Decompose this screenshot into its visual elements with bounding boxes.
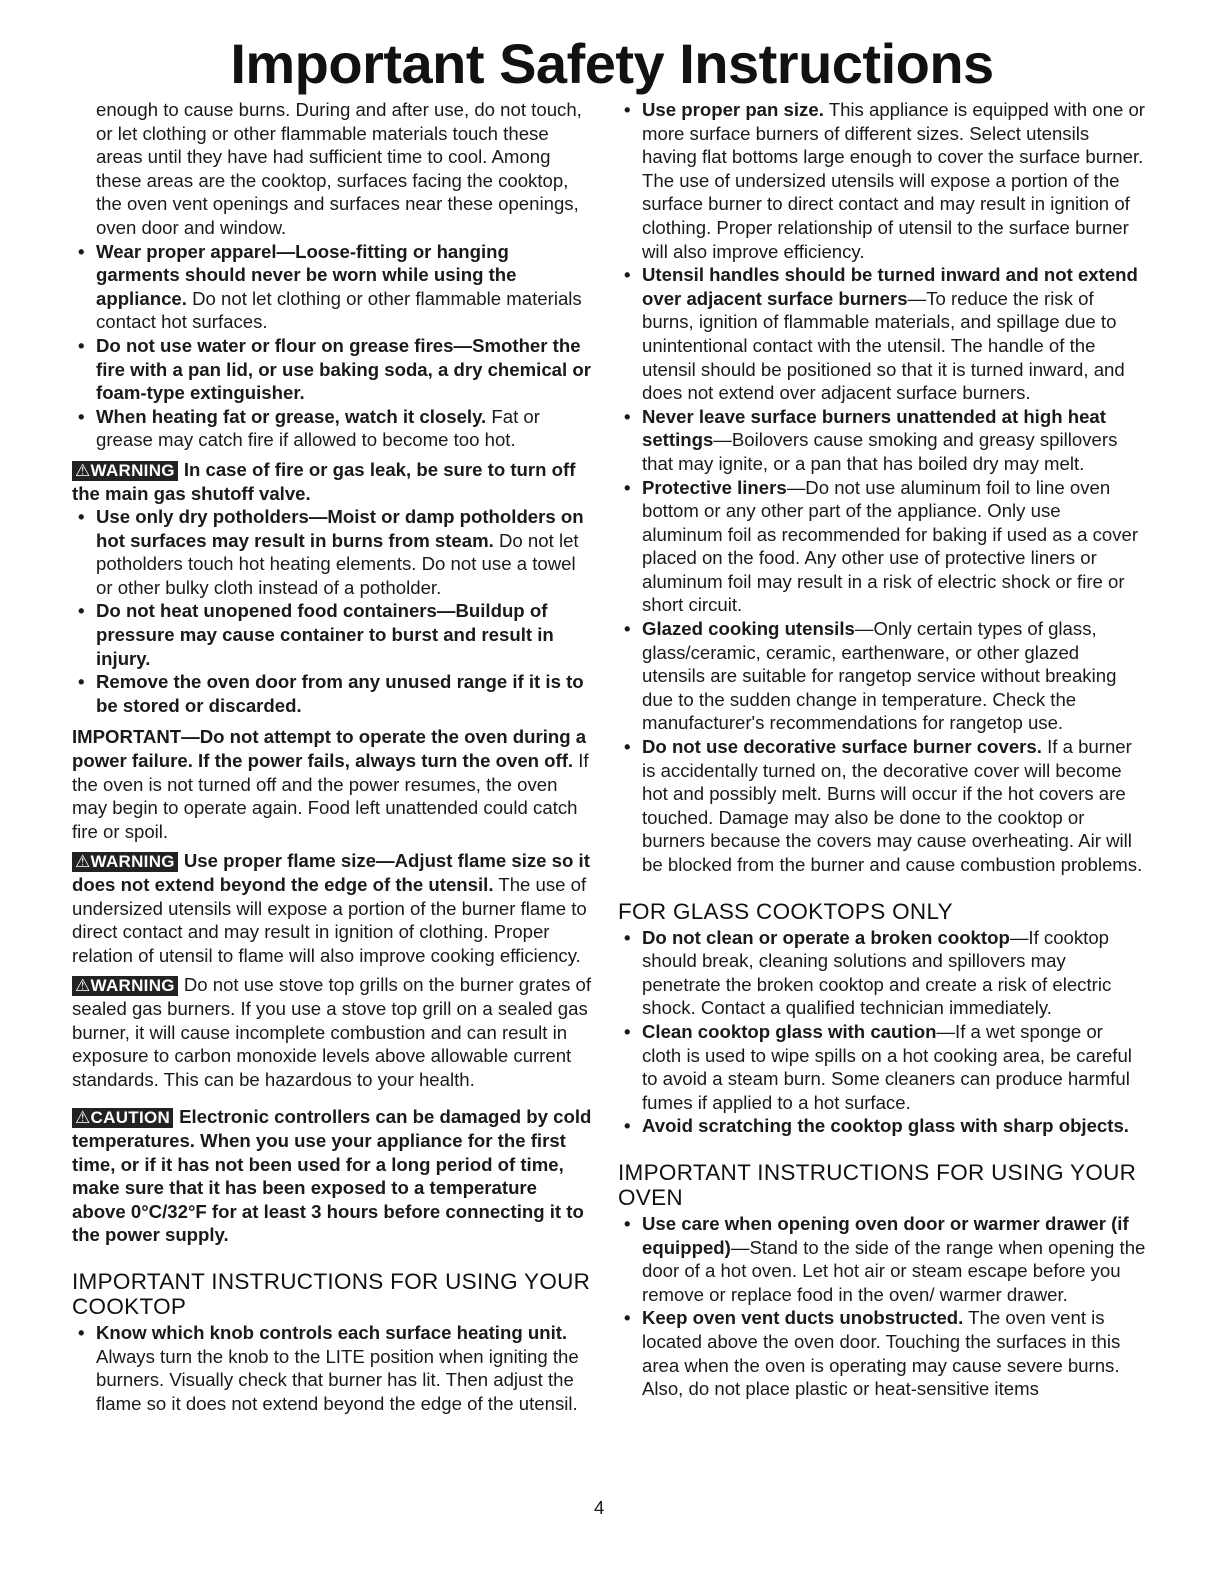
list-item — [618, 926, 1146, 1020]
bullet-icon: • — [624, 736, 631, 758]
item-text: Do not let clothing or other flammable materials contact hot surfaces. — [96, 287, 582, 333]
item-text: Do not let potholders touch hot heating elements. Do not use a towel or other bulky cloth instead of a potholder. — [96, 529, 579, 598]
item-text: —Stand to the side of the range when opening the door of a hot oven. Let hot air or steam escape before you remove or replace food in the oven/ warmer drawer. — [642, 1236, 1146, 1305]
list-item — [618, 476, 1146, 618]
item-text: If a burner is accidentally turned on, the decorative cover will become hot and possibly melt. Burns will occur if the hot covers are touched. Damage may also be done to the cooktop or burners because the covers may cause overheating. Air will be blocked from the burner and cause combustion problems. — [642, 736, 1143, 875]
item-text: —If cooktop should break, cleaning solutions and spillovers may penetrate the broken cooktop and create a risk of electric shock. Contact a qualified technician immediately. — [642, 926, 1112, 1019]
page-number: 4 — [594, 1497, 605, 1518]
bullet-icon: • — [624, 264, 631, 286]
bullet-icon: • — [624, 1020, 631, 1042]
bullet-icon: • — [78, 671, 85, 693]
item-bold: Avoid scratching the cooktop glass with sharp objects. — [642, 1115, 1129, 1137]
list-item — [618, 263, 1146, 405]
warning-badge: ⚠WARNING — [72, 461, 178, 481]
list-item — [72, 505, 592, 599]
item-text: Fat or grease may catch fire if allowed to become too hot. — [96, 405, 540, 451]
warning-flame-size — [72, 849, 592, 967]
item-text: The oven vent is located above the oven door. Touching the surfaces in this area when the oven is operating may cause severe burns. Also, do not place plastic or heat-sensitive items — [642, 1307, 1121, 1400]
intro-paragraph: enough to cause burns. During and after use, do not touch, or let clothing or other flammable materials touch these areas until they have had sufficient time to cool. Among these areas are the cooktop, surfaces facing the cooktop, the oven vent openings and surfaces near these openings, oven door and window. — [96, 99, 582, 238]
warning-gas-leak — [72, 458, 592, 505]
bullet-icon: • — [78, 240, 85, 262]
item-bold: Do not use decorative surface burner covers. — [642, 736, 1042, 758]
right-column — [618, 98, 1146, 1401]
bullet-icon: • — [624, 476, 631, 498]
item-bold: Use care when opening oven door or warmer drawer (if equipped) — [642, 1212, 1129, 1258]
item-text: —If a wet sponge or cloth is used to wipe spills on a hot cooking area, be careful to avoid a steam burn. Some cleaners can produce harmful fumes if applied to a hot surface. — [642, 1020, 1132, 1113]
item-bold: Clean cooktop glass with caution — [642, 1020, 937, 1042]
bullet-icon: • — [78, 405, 85, 427]
item-bold: Glazed cooking utensils — [642, 618, 855, 640]
item-bold: Wear proper apparel—Loose-fitting or hanging garments should never be worn while using the appliance. — [96, 240, 517, 309]
heading-glass-cooktops: FOR GLASS COOKTOPS ONLY — [618, 898, 953, 924]
item-bold: Do not heat unopened food containers—Buildup of pressure may cause container to burst and result in injury. — [96, 600, 554, 669]
item-bold: When heating fat or grease, watch it closely. — [96, 405, 487, 427]
important-bold: IMPORTANT—Do not attempt to operate the oven during a power failure. If the power fails, always turn the oven off. — [72, 726, 587, 772]
caution-text: Electronic controllers can be damaged by cold temperatures. When you use your appliance for the first time, or if it has not been used for a long period of time, make sure that it has been exposed to a temperature above 0°C/32°F for at least 3 hours before connecting it to the power supply. — [72, 1106, 592, 1246]
list-item — [72, 599, 592, 670]
item-text: —Do not use aluminum foil to line oven bottom or any other part of the appliance. Only use aluminum foil as recommended for baking if used as a cover placed on the food. Any other use of protective liners or aluminum foil may result in a risk of electric shock or fire or short circuit. — [642, 476, 1139, 616]
warning-badge: ⚠WARNING — [72, 976, 178, 996]
warning-badge: ⚠WARNING — [72, 852, 178, 872]
important-power-failure — [72, 725, 592, 843]
warning-text: In case of fire or gas leak, be sure to turn off the main gas shutoff valve. — [72, 458, 576, 504]
bullet-icon: • — [624, 926, 631, 948]
list-item — [72, 405, 592, 452]
item-bold: Do not clean or operate a broken cooktop — [642, 926, 1010, 948]
bullet-icon: • — [624, 99, 631, 120]
list-item — [72, 670, 592, 717]
item-text: Always turn the knob to the LITE position when igniting the burners. Visually check that burner has lit. Then adjust the flame so it does not extend beyond the edge of the utensil. — [96, 1345, 579, 1414]
bullet-icon: • — [78, 600, 85, 622]
heading-oven: IMPORTANT INSTRUCTIONS FOR USING YOUR OVEN — [618, 1159, 1137, 1210]
bullet-icon: • — [78, 506, 85, 528]
list-item — [618, 735, 1146, 877]
item-bold: Remove the oven door from any unused range if it is to be stored or discarded. — [96, 671, 584, 716]
list-item — [618, 98, 1146, 263]
item-bold: Do not use water or flour on grease fires—Smother the fire with a pan lid, or use baking soda, a dry chemical or foam-type extinguisher. — [96, 334, 591, 404]
bullet-icon: • — [624, 1307, 631, 1329]
item-bold: Protective liners — [642, 476, 787, 498]
list-item — [618, 1306, 1146, 1400]
item-bold: Never leave surface burners unattended at high heat settings — [642, 405, 1106, 451]
item-bold: Use only dry potholders—Moist or damp potholders on hot surfaces may result in burns from steam. — [96, 506, 584, 551]
list-item — [72, 334, 592, 405]
list-item — [618, 617, 1146, 735]
caution-badge: ⚠CAUTION — [72, 1108, 173, 1128]
item-text: —Boilovers cause smoking and greasy spillovers that may ignite, or a pan that has boiled dry may melt. — [642, 429, 1118, 474]
warning-grills — [72, 973, 592, 1091]
list-item — [618, 405, 1146, 476]
item-bold: Know which knob controls each surface heating unit. — [96, 1321, 568, 1343]
list-item — [618, 1212, 1146, 1306]
item-bold: Use proper pan size. — [642, 99, 824, 120]
list-item — [618, 1114, 1146, 1138]
bullet-icon: • — [78, 334, 85, 356]
warning-text: The use of undersized utensils will expose a portion of the burner flame to direct contact and may result in ignition of clothing. Proper relation of utensil to flame will also improve cooking efficiency. — [72, 874, 587, 966]
left-column — [72, 98, 592, 1415]
item-text: This appliance is equipped with one or more surface burners of different sizes. Select utensils having flat bottoms large enough to cover the surface burner. The use of undersized utensils will expose a portion of the surface burner to direct contact and may result in ignition of clothing. Proper relationship of utensil to the surface burner will also improve efficiency. — [642, 99, 1145, 262]
bullet-icon: • — [624, 1115, 631, 1137]
item-text: —Only certain types of glass, glass/ceramic, ceramic, earthenware, or other glazed utensils are suitable for rangetop service without breaking due to the sudden change in temperature. Check the manufacturer's recommendations for rangetop use. — [642, 618, 1117, 734]
warning-text: Do not use stove top grills on the burner grates of sealed gas burners. If you use a stove top grill on a sealed gas burner, it will cause incomplete combustion and can result in exposure to carbon monoxide levels above allowable current standards. This can be hazardous to your health. — [72, 974, 592, 1090]
item-bold: Utensil handles should be turned inward and not extend over adjacent surface burners — [642, 264, 1138, 309]
page-title: Important Safety Instructions — [230, 32, 994, 95]
caution-controllers — [72, 1105, 592, 1247]
bullet-icon: • — [624, 618, 631, 640]
list-item — [72, 240, 592, 334]
item-bold: Keep oven vent ducts unobstructed. — [642, 1307, 964, 1329]
item-text: —To reduce the risk of burns, ignition of flammable materials, and spillage due to unintentional contact with the utensil. The handle of the utensil should be positioned so that it is turned inward, and does not extend over adjacent surface burners. — [642, 287, 1125, 404]
important-text: If the oven is not turned off and the power resumes, the oven may begin to operate again. Food left unattended could catch fire or spoil. — [72, 750, 589, 842]
warning-bold: Use proper flame size—Adjust flame size so it does not extend beyond the edge of the utensil. — [72, 850, 590, 895]
list-item — [618, 1020, 1146, 1114]
bullet-icon: • — [624, 1212, 631, 1234]
heading-cooktop: IMPORTANT INSTRUCTIONS FOR USING YOUR COOKTOP — [72, 1268, 591, 1319]
bullet-icon: • — [624, 405, 631, 427]
bullet-icon: • — [78, 1321, 85, 1343]
list-item — [72, 1321, 592, 1415]
